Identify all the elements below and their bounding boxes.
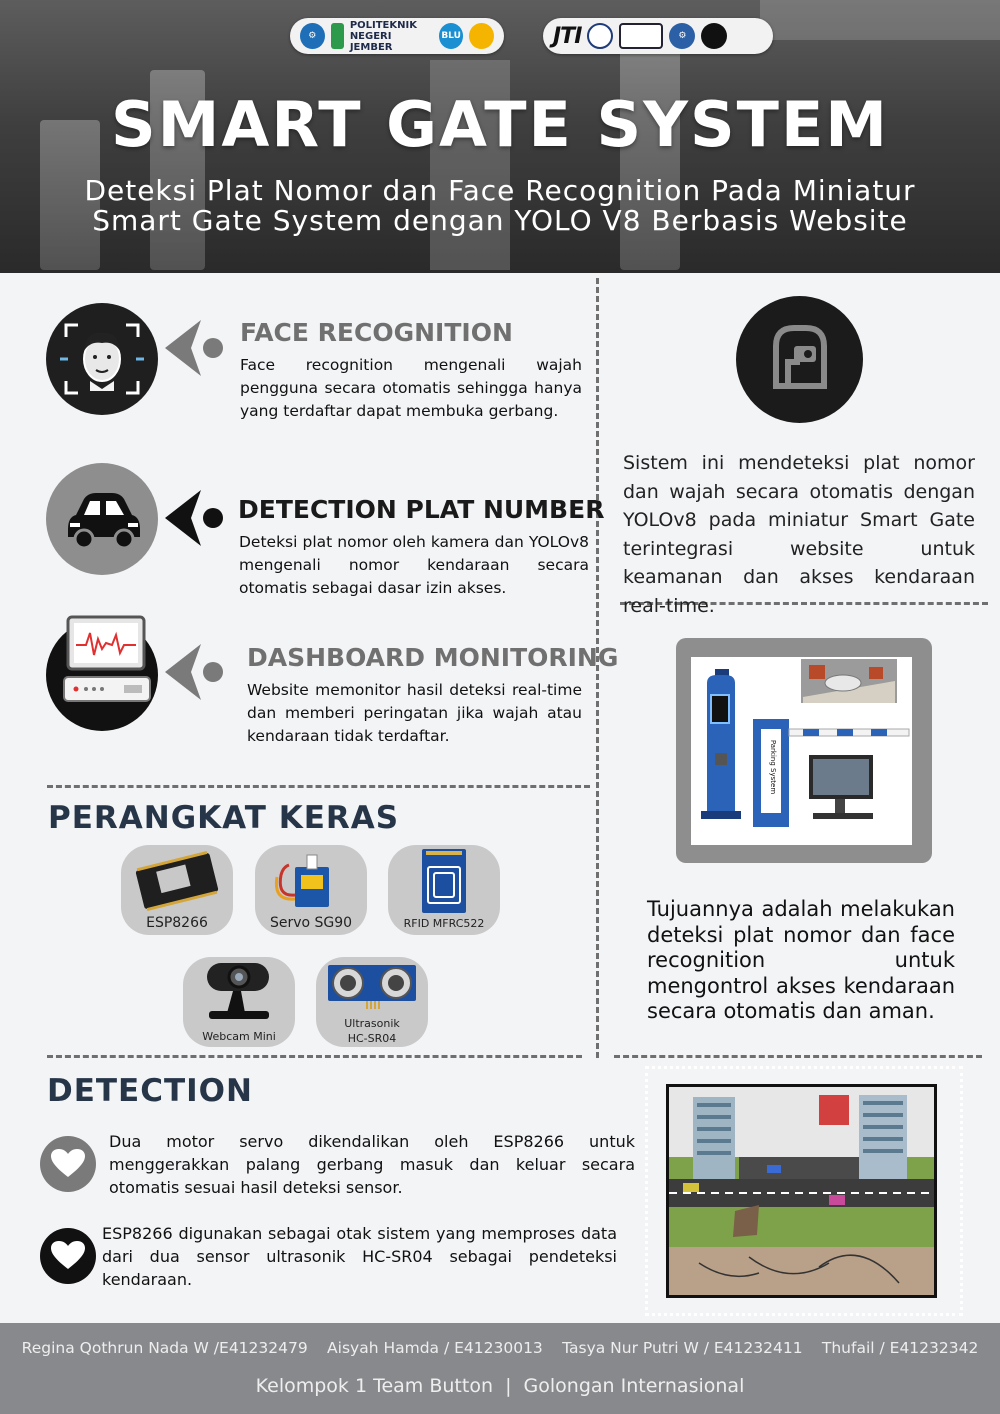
page-subtitle: Deteksi Plat Nomor dan Face Recognition Pada Miniatur Smart Gate System dengan YOLO V8 Berbasis Website <box>84 174 916 237</box>
hardware-label: Webcam Mini <box>202 1030 276 1043</box>
system-intro: Sistem ini mendeteksi plat nomor dan wajah secara otomatis dengan YOLOv8 pada miniatur Smart Gate terintegrasi website untuk keamanan dan akses kendaraan real-time. <box>623 452 975 617</box>
section-divider <box>614 1055 982 1058</box>
system-logo-icon <box>736 296 863 423</box>
app-emblem-icon <box>701 23 727 49</box>
kema-logo-icon <box>619 23 663 49</box>
arrow-left-icon <box>161 488 225 548</box>
detection-item: ESP8266 digunakan sebagai otak sistem yang memproses data dari dua sensor ultrasonik HC-SR04 sebagai pendeteksi kendaraan. <box>102 1224 617 1289</box>
footer <box>0 1323 1000 1414</box>
arrow-left-icon <box>161 642 225 702</box>
miniature-model-photo <box>666 1084 937 1298</box>
polije-logo-text: POLITEKNIK NEGERI JEMBER <box>349 19 417 53</box>
hardware-label: RFID MFRC522 <box>403 917 485 930</box>
polije-logo-group <box>290 18 504 54</box>
smart-gate-illustration-frame <box>676 638 932 863</box>
hmjti-emblem-icon <box>587 23 613 49</box>
hardware-label: Ultrasonik <box>344 1017 400 1030</box>
monitor-icon <box>46 619 158 731</box>
background-car <box>760 0 1000 40</box>
gear-emblem-icon: ⚙ <box>669 23 695 49</box>
section-divider <box>47 785 590 788</box>
polije-emblem-icon: ⚙ <box>300 23 325 49</box>
jti-logo: JTI <box>553 23 582 49</box>
page-title: SMART GATE SYSTEM <box>111 88 889 161</box>
hardware-rfid <box>388 845 500 935</box>
detection-section-title: DETECTION <box>47 1073 253 1109</box>
car-icon <box>46 463 158 575</box>
hardware-label: Servo SG90 <box>269 915 353 931</box>
arrow-left-icon <box>161 318 225 378</box>
system-goal: Tujuannya adalah melakukan deteksi plat nomor dan face recognition untuk mengontrol akses kendaraan secara otomatis dan aman. <box>647 897 955 1023</box>
section-divider <box>47 1055 582 1058</box>
hardware-label: HC-SR04 <box>347 1032 397 1045</box>
header-banner <box>0 0 1000 273</box>
parking-sign-text: Parking System <box>769 739 777 795</box>
feature-title-plate: DETECTION PLAT NUMBER <box>238 495 605 524</box>
team-name: Kelompok 1 Team Button | Golongan Internasional <box>255 1375 745 1397</box>
feature-desc-dashboard: Website memonitor hasil deteksi real-time dan memberi peringatan jika wajah atau kendaraan tidak terdaftar. <box>247 681 582 745</box>
feature-title-face: FACE RECOGNITION <box>240 318 513 347</box>
member-name: Thufail / E41232342 <box>821 1339 979 1357</box>
feature-desc-plate: Deteksi plat nomor oleh kamera dan YOLOv8 mengenali nomor kendaraan secara otomatis sebagai dasar izin akses. <box>239 533 589 597</box>
face-scan-icon <box>46 303 158 415</box>
team-members <box>0 1339 1000 1357</box>
feature-title-dashboard: DASHBOARD MONITORING <box>247 643 619 672</box>
blu-badge: BLU <box>439 23 464 49</box>
hardware-esp8266 <box>121 845 233 935</box>
heart-icon <box>40 1228 96 1284</box>
smart-gate-illustration <box>691 657 912 845</box>
hardware-section-title: PERANGKAT KERAS <box>48 800 400 836</box>
campus-badge-icon <box>469 23 494 49</box>
hardware-ultrasonic <box>316 957 428 1047</box>
member-name: Aisyah Hamda / E41230013 <box>327 1339 543 1357</box>
hardware-label: ESP8266 <box>146 915 208 931</box>
jti-logo-group <box>543 18 773 54</box>
member-name: Regina Qothrun Nada W /E41232479 <box>21 1339 308 1357</box>
detection-item: Dua motor servo dikendalikan oleh ESP8266 untuk menggerakkan palang gerbang masuk dan keluar secara otomatis sesuai hasil deteksi sensor. <box>109 1132 635 1197</box>
feature-desc-face: Face recognition mengenali wajah pengguna secara otomatis sehingga hanya yang terdaftar dapat membuka gerbang. <box>240 356 582 420</box>
heart-icon <box>40 1136 96 1192</box>
member-name: Tasya Nur Putri W / E41232411 <box>562 1339 803 1357</box>
polije-flag-icon <box>331 23 344 49</box>
hardware-servo <box>255 845 367 935</box>
hardware-webcam <box>183 957 295 1047</box>
